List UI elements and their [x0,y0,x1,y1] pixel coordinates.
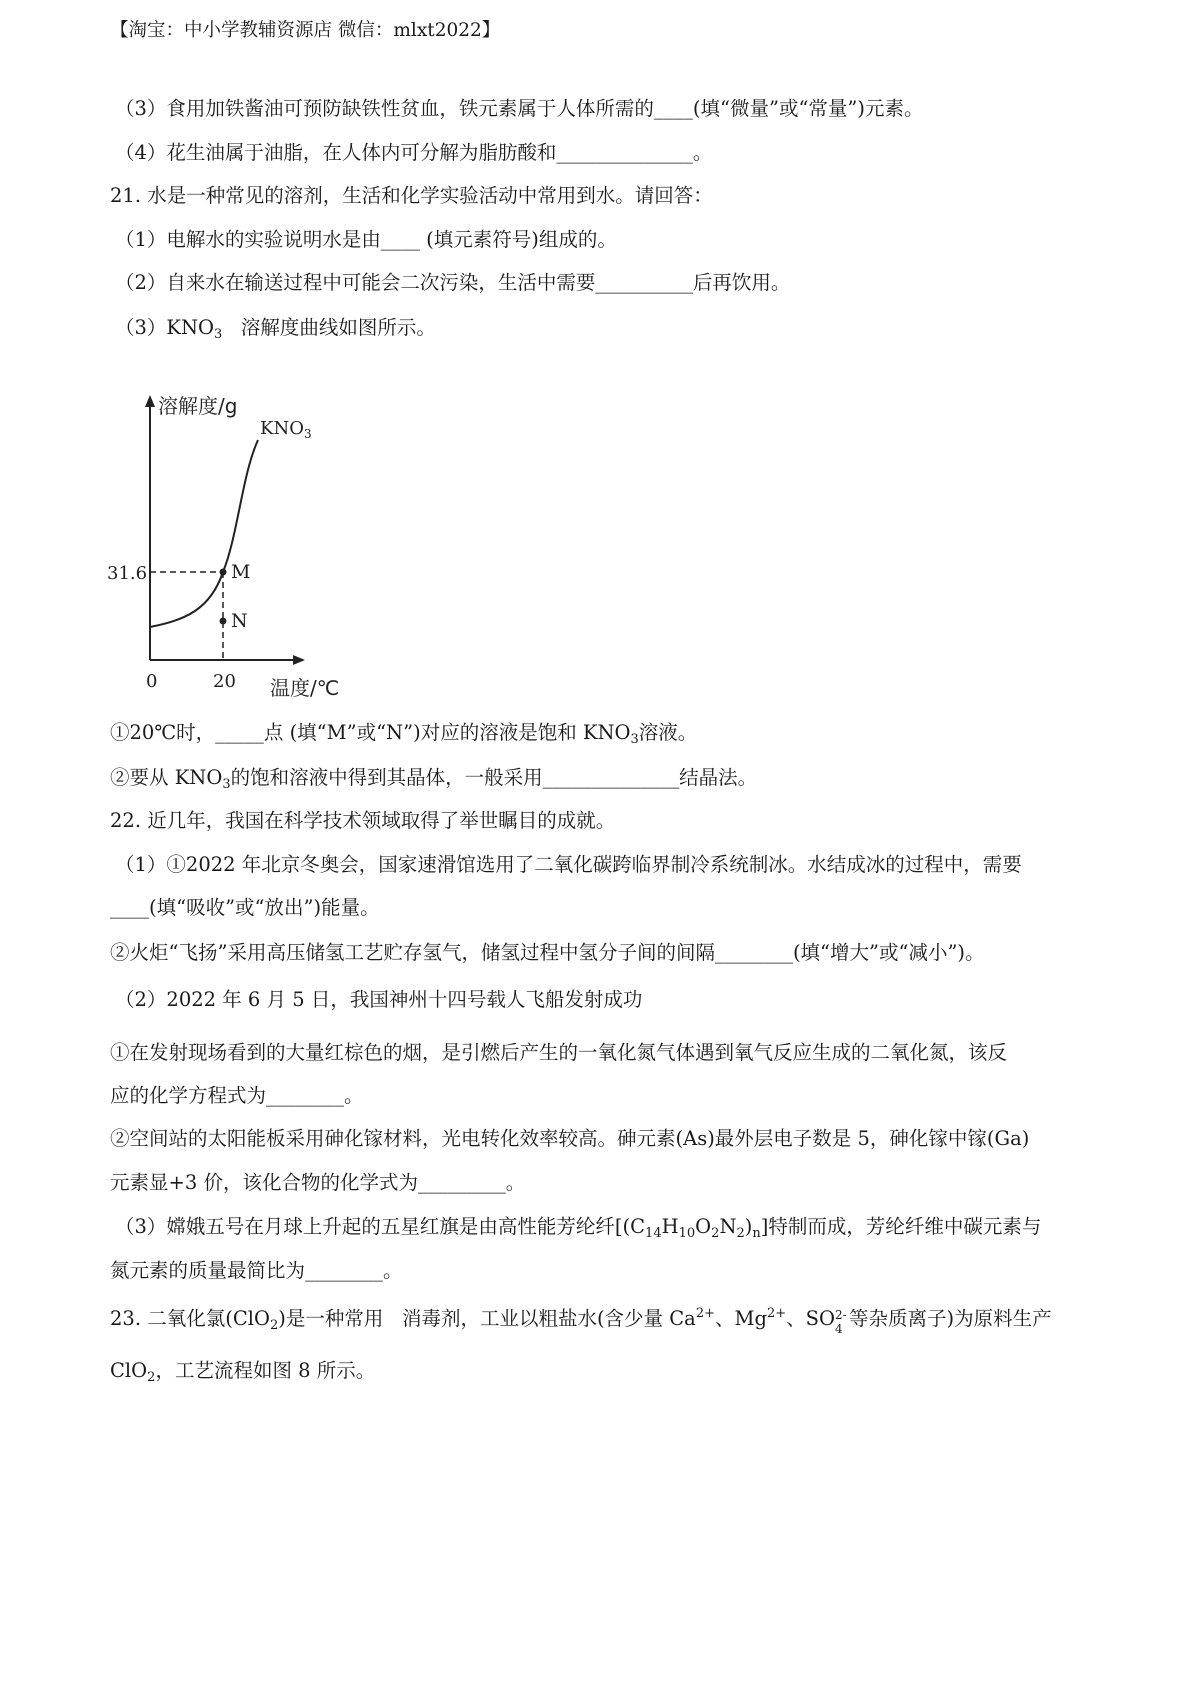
point-m-label: M [231,561,251,583]
subscript: 2 [711,1226,720,1241]
subscript: 2 [269,1318,279,1333]
subscript: 3 [630,732,639,747]
kno3-curve [150,440,258,627]
text-run: 23. 二氧化氯(ClO [110,1307,270,1330]
question-22-1-part-a: （1）①2022 年北京冬奥会，国家速滑馆选用了二氧化碳跨临界制冷系统制冰。水结成冰的过程中，需要 [115,853,1022,876]
sulfate-charge-stack [834,1308,847,1336]
subscript: 3 [222,777,231,792]
text-run: )是一种常用 消毒剂，工业以粗盐水(含少量 Ca [278,1307,696,1330]
question-21-2: （2）自来水在输送过程中可能会二次污染，生活中需要__________后再饮用。 [115,271,791,294]
point-n [220,618,227,625]
subscript: 2 [736,1226,745,1241]
subscript: 14 [645,1226,662,1241]
y-axis-label: 溶解度/g [158,394,238,418]
text-run: 溶解度曲线如图所示。 [222,316,436,339]
superscript: 2+ [695,1306,715,1321]
subscript: 4 [834,1322,843,1336]
question-22-3-line1 [115,1214,1041,1240]
question-22-stem: 22. 近几年，我国在科学技术领域取得了举世瞩目的成就。 [110,809,616,832]
question-22-2-2-line2: 元素显+3 价，该化合物的化学式为_________。 [110,1171,526,1194]
x-axis-arrow [293,655,305,665]
text-run: ]特制而成，芳纶纤维中碳元素与 [760,1215,1042,1238]
subscript: 2 [147,1370,156,1385]
text-run: ，工艺流程如图 8 所示。 [155,1359,376,1382]
question-22-2-1-line2: 应的化学方程式为________。 [110,1084,364,1107]
text-run: 的饱和溶液中得到其晶体，一般采用______________结晶法。 [230,766,758,789]
x-tick-20: 20 [213,671,236,692]
question-21-3 [115,315,436,341]
question-20-3: （3）食用加铁酱油可预防缺铁性贫血，铁元素属于人体所需的____(填“微量”或“常量”)元素。 [115,97,924,120]
solubility-chart [107,394,390,700]
text-run: N [719,1215,737,1238]
question-22-1-part-c: ②火炬“飞扬”采用高压储氢工艺贮存氢气，储氢过程中氢分子间的间隔________(填“增大”或“减小”)。 [110,941,985,964]
superscript: 2- [834,1308,847,1322]
text-run: 等杂质离子)为原料生产 [848,1307,1052,1330]
x-tick-0: 0 [146,671,158,692]
text-run: （3）KNO [115,316,215,339]
text-run: 溶液。 [638,721,698,744]
question-21-1: （1）电解水的实验说明水是由____ (填元素符号)组成的。 [115,228,617,251]
question-21-3-1 [110,720,697,746]
subscript: n [752,1226,761,1241]
question-21-stem: 21. 水是一种常见的溶剂，生活和化学实验活动中常用到水。请回答： [110,184,713,207]
text-run: ②要从 KNO [110,766,223,789]
text-run: ClO [110,1359,148,1382]
text-run: ①20℃时，_____点 (填“M”或“N”)对应的溶液是饱和 KNO [110,721,631,744]
question-20-4: （4）花生油属于油脂，在人体内可分解为脂肪酸和______________。 [115,141,713,164]
superscript: 2+ [766,1306,787,1321]
subscript: 10 [678,1226,696,1241]
text-run: 、SO [786,1307,835,1330]
question-22-2-2-line1: ②空间站的太阳能板采用砷化镓材料，光电转化效率较高。砷元素(As)最外层电子数是 5，砷化镓中镓(Ga) [110,1127,1030,1150]
text-run: H [661,1215,679,1238]
question-23-line2 [110,1358,375,1384]
point-m [220,569,227,576]
series-label [260,418,312,441]
question-23-line1 [110,1306,1052,1336]
question-22-1-part-b: ____(填“吸收”或“放出”)能量。 [110,896,380,919]
text-run: ) [744,1215,753,1238]
series-label-main: KNO [260,418,304,439]
question-22-2-1-line1: ①在发射现场看到的大量红棕色的烟，是引燃后产生的一氧化氮气体遇到氧气反应生成的二氧化氮，该反 [110,1041,1008,1064]
question-22-3-line2: 氮元素的质量最简比为________。 [110,1259,403,1282]
series-label-sub: 3 [303,427,312,441]
question-22-2: （2）2022 年 6 月 5 日，我国神州十四号载人飞船发射成功 [115,988,643,1011]
y-axis-arrow [145,395,155,407]
question-21-3-2 [110,765,757,791]
y-tick-31-6: 31.6 [107,563,148,584]
x-axis-label: 温度/℃ [270,676,340,700]
text-run: （3）嫦娥五号在月球上升起的五星红旗是由高性能芳纶纤[(C [115,1215,646,1238]
page-header: 【淘宝：中小学教辅资源店 微信：mlxt2022】 [110,20,501,41]
point-n-label: N [231,610,248,632]
text-run: O [695,1215,712,1238]
subscript: 3 [214,327,223,342]
text-run: 、Mg [714,1307,767,1330]
